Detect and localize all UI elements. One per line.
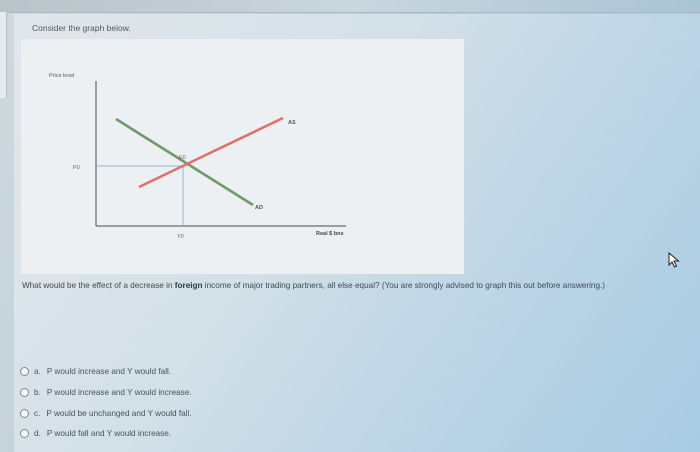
option-letter: a.	[34, 367, 41, 376]
y0-label: Y0	[177, 234, 184, 240]
radio-button-b[interactable]	[20, 388, 29, 397]
radio-button-a[interactable]	[20, 367, 29, 376]
option-letter: c.	[34, 409, 41, 418]
mouse-cursor-icon	[668, 252, 680, 268]
option-letter: b.	[34, 388, 41, 397]
radio-button-d[interactable]	[20, 429, 29, 438]
option-text: P would fall and Y would increase.	[46, 429, 172, 438]
x-axis-label: Real $ bns	[316, 231, 344, 237]
as-label: AS	[288, 120, 296, 126]
y-axis-label: Price level	[49, 73, 75, 79]
ad-label: AD	[255, 205, 263, 211]
ad-curve	[116, 119, 253, 205]
option-text: P would be unchanged and Y would fall.	[46, 409, 192, 418]
prompt-text: Consider the graph below.	[32, 23, 131, 33]
question-text-before: What would be the effect of a decrease in	[22, 281, 175, 290]
question-text-bold: foreign	[174, 281, 203, 290]
window-top-bar	[0, 0, 700, 13]
left-edge-strip	[0, 12, 7, 98]
answer-option-a[interactable]	[20, 367, 171, 376]
question-text-after: income of major trading partners, all else equal? (You are strongly advised to graph this out before answering.)	[202, 281, 606, 290]
answer-option-c[interactable]	[20, 409, 192, 418]
e0-label: E0	[179, 155, 186, 161]
answer-option-b[interactable]	[20, 388, 192, 397]
option-text: P would increase and Y would increase.	[46, 388, 192, 397]
option-text: P would increase and Y would fall.	[46, 367, 172, 376]
graph-image	[21, 39, 464, 274]
option-letter: d.	[34, 429, 41, 438]
p0-label: P0	[73, 165, 80, 171]
ad-as-graph	[21, 39, 464, 274]
answer-option-d[interactable]	[20, 429, 171, 438]
question-text	[22, 281, 605, 290]
radio-button-c[interactable]	[20, 409, 29, 418]
as-curve	[139, 118, 283, 187]
